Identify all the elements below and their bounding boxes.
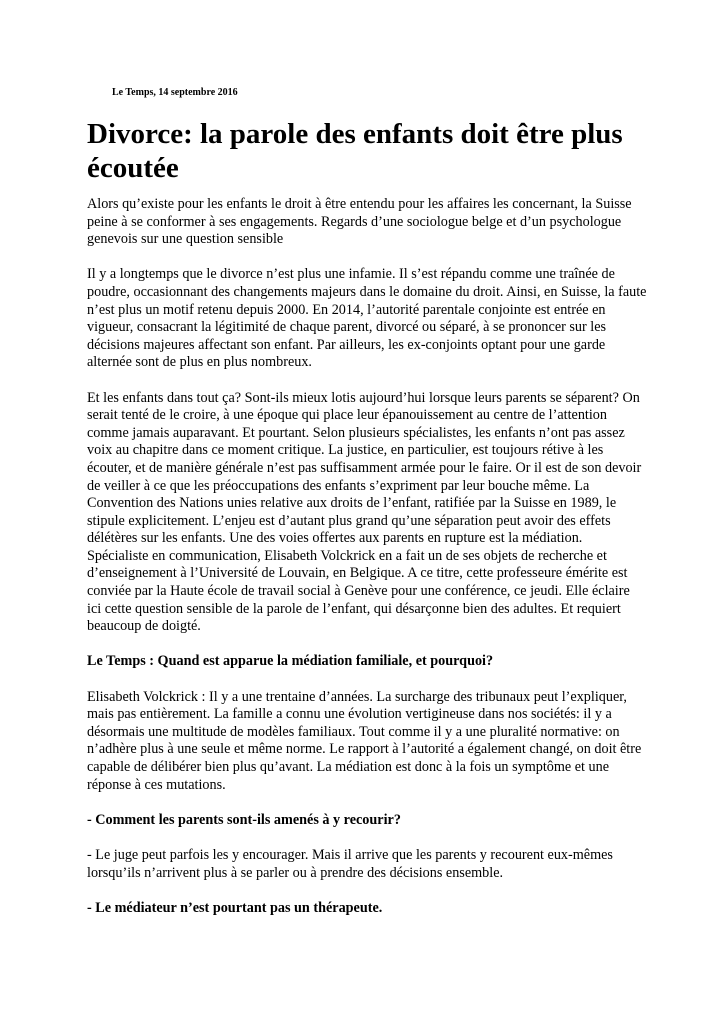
article-paragraph: Il y a longtemps que le divorce n’est plus une infamie. Il s’est répandu comme une traînée de poudre, occasionnant des changements majeurs dans le domaine du droit. Ainsi, en Suisse, la faute n’est plus un motif retenu depuis 2000. En 2014, l’autorité parentale conjointe est entrée en vigueur, consacrant la légitimité de chaque parent, divorcé ou séparé, à se prononcer sur les décisions majeures affectant son enfant. Par ailleurs, les ex-conjoints optant pour une garde alternée sont de plus en plus nombreux. (87, 266, 647, 371)
article-source: Le Temps, 14 septembre 2016 (112, 87, 238, 98)
article-body (87, 196, 647, 935)
article-lead-paragraph: Alors qu’existe pour les enfants le droit à être entendu pour les affaires les concernant, la Suisse peine à se conformer à ses engagements. Regards d’une sociologue belge et d’un psychologue genevois sur une question sensible (87, 196, 632, 248)
interview-answer: Elisabeth Volckrick : Il y a une trentaine d’années. La surcharge des tribunaux peut l’expliquer, mais pas entièrement. La famille a connu une évolution vertigineuse dans nos sociétés: il y a désormais une multitude de modèles familiaux. Tout comme il y a une pluralité normative: on n’adhère plus à une seule et même norme. Le rapport à l’autorité a également changé, on doit être capable de délibérer bien plus qu’avant. La médiation est donc à la fois un symptôme et une réponse à ces mutations. (87, 688, 642, 793)
interview-question: - Le médiateur n’est pourtant pas un thérapeute. (87, 899, 383, 916)
interview-answer: - Le juge peut parfois les y encourager. Mais il arrive que les parents y recourent eux-mêmes lorsqu’ils n’arrivent plus à se parler ou à prendre des décisions ensemble. (87, 846, 613, 881)
interview-question: - Comment les parents sont-ils amenés à y recourir? (87, 811, 401, 828)
article-paragraph: Et les enfants dans tout ça? Sont-ils mieux lotis aujourd’hui lorsque leurs parents se séparent? On serait tenté de le croire, à une époque qui place leur épanouissement au centre de l’attention comme jamais auparavant. Et pourtant. Selon plusieurs spécialistes, les enfants n’ont pas assez voix au chapitre dans ce moment critique. La justice, en particulier, est toujours rétive à les écouter, et de manière générale n’est pas suffisamment armée pour le faire. Or il est de son devoir de veiller à ce que les préoccupations des enfants s’expriment par leur bouche même. La Convention des Nations unies relative aux droits de l’enfant, ratifiée par la Suisse en 1989, le stipule explicitement. L’enjeu est d’autant plus grand qu’une séparation peut avoir des effets délétères sur les enfants. Une des voies offertes aux parents en rupture est la médiation. Spécialiste en communication, Elisabeth Volckrick en a fait un de ses objets de recherche et d’enseignement à l’Université de Louvain, en Belgique. A ce titre, cette professeure émérite est conviée par la Haute école de travail social à Genève pour une conférence, ce jeudi. Elle éclaire ici cette question sensible de la parole de l’enfant, qui désarçonne bien des adultes. Et requiert beaucoup de doigté. (87, 389, 642, 635)
interview-question: Le Temps : Quand est apparue la médiation familiale, et pourquoi? (87, 653, 494, 670)
article-title: Divorce: la parole des enfants doit être plus écoutée (87, 118, 623, 184)
